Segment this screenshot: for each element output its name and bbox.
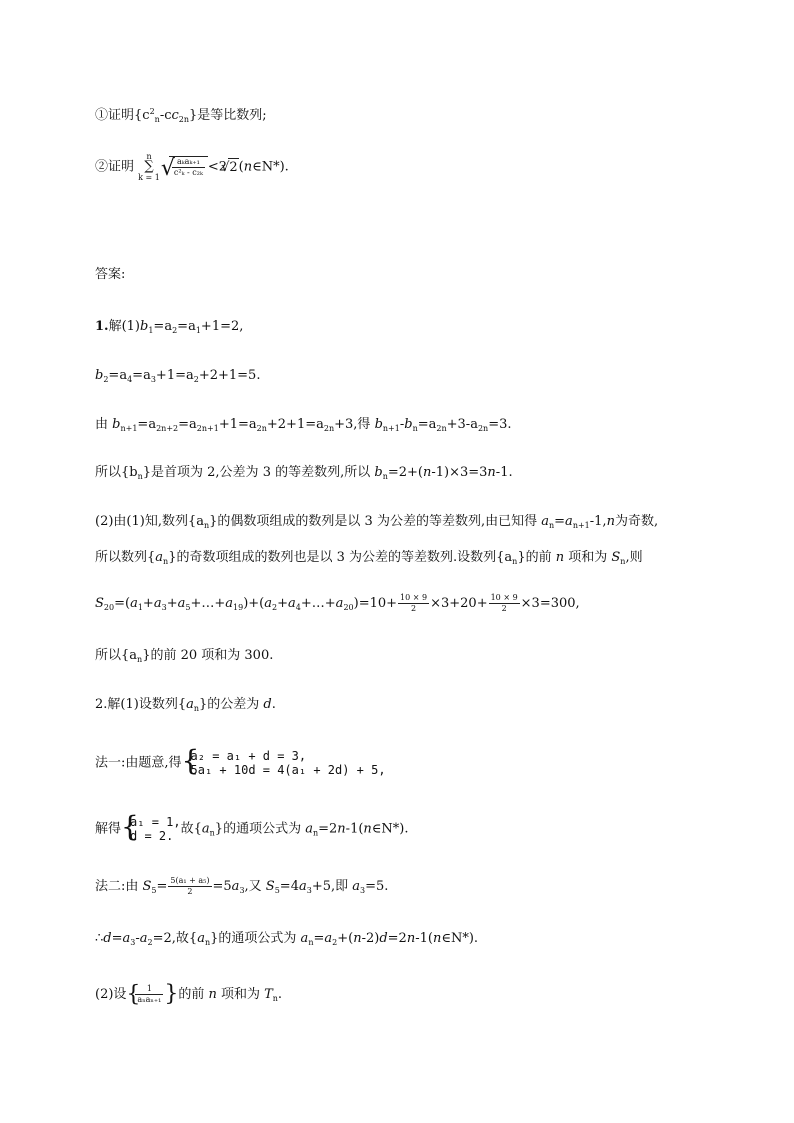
answers-heading: 答案: (95, 267, 126, 282)
square-root: √ $\frac{\text{aₖaₖ₊₁}}{\text{c²ₖ - c₂ₖ}}$ (161, 156, 208, 178)
solution-2-method-2: 法二:由 $S_5=$ $\frac{\text{5(a₁ + a₅)}}{2}$ $=5a_3$,又 $S_5=4a_3+5$,即 $a_3=5$. (95, 876, 389, 896)
summation-symbol: n ∑ k = 1 (138, 152, 160, 182)
solution-1-line-8: 所以$\{a_n\}$的前 20 项和为 300. (95, 648, 274, 664)
equation-system: { a₁ = 1, d = 2. (121, 810, 181, 843)
solution-2-line-1: 2.解(1)设数列$\{a_n\}$的公差为 d. (95, 697, 276, 713)
fraction: $\frac{10 \times 9}{2}$ (490, 593, 518, 613)
solution-1-line-5: (2)由(1)知,数列$\{a_n\}$的偶数项组成的数列是以 3 为公差的等差数列,由已知得 $a_n=a_{n+1}-1,n$为奇数, (95, 514, 659, 530)
solution-1-line-3: 由 $b_{n+1}=a_{2n+2}=a_{2n+1}+1=a_{2n}+2+1=a_{2n}+3$,得 $b_{n+1}-b_n=a_{2n}+3-a_{2n}=3$. (95, 417, 512, 433)
solution-2-solved: 解得 { a₁ = 1, d = 2. 故$\{a_n\}$的通项公式为 $a_n=2n-1(n\in N*)$. (95, 810, 409, 843)
equation-system: { a₂ = a₁ + d = 3, 5a₁ + 10d = 4(a₁ + 2d) + 5, (181, 744, 386, 777)
solution-2-method-1: 法一:由题意,得 { a₂ = a₁ + d = 3, 5a₁ + 10d = 4(a₁ + 2d) + 5, (95, 744, 386, 777)
solution-2-therefore: $\therefore d=a_3-a_2=2$,故$\{a_n\}$的通项公式为 $a_n=a_2+(n-2)d=2n-1(n\in N*)$. (95, 931, 479, 947)
sequence-braces: { $\frac{1}{\text{aₙaₙ₊₁}}$ (126, 982, 162, 1007)
fraction: $\frac{\text{5(a₁ + a₅)}}{2}$ (170, 876, 210, 896)
solution-1-line-1: 1.解$(1)b_1=a_2=a_1+1=2$, (95, 319, 244, 335)
solution-1-line-6: 所以数列$\{a_n\}$的奇数项组成的数列也是以 3 为公差的等差数列.设数列$\{a_n\}$的前 n 项和为 $S_n$,则 (95, 550, 643, 566)
solution-1-line-7: $S_{20}=(a_1+a_3+a_5+\dots+a_{19})+(a_2+a_4+\dots+a_{20})=10+$ $\frac{10 \times 9}{2}$ ×3+20+ $\frac{10 \times 9}{2}$ ×3=300, (95, 593, 580, 613)
solution-2-part-2: (2)设 { $\frac{1}{\text{aₙaₙ₊₁}}$ }的前 n 项和为 $T_n$. (95, 981, 283, 1007)
proof-item-2: ②证明 n ∑ k = 1 √ $\frac{\text{aₖaₖ₊₁}}{\text{c²ₖ - c₂ₖ}}$ <2√ 2(n∈N*). (95, 152, 289, 182)
solution-1-line-2: $b_2=a_4=a_3+1=a_2+2+1=5$. (95, 368, 261, 384)
fraction: $\frac{10 \times 9}{2}$ (400, 593, 428, 613)
solution-1-line-4: 所以$\{b_n\}$是首项为 2,公差为 3 的等差数列,所以 $b_n=2+(n-1)\times 3=3n-1$. (95, 465, 513, 481)
proof-item-1: ①证明$\{c^2_n-cc_{2n}\}$是等比数列; (95, 107, 267, 124)
